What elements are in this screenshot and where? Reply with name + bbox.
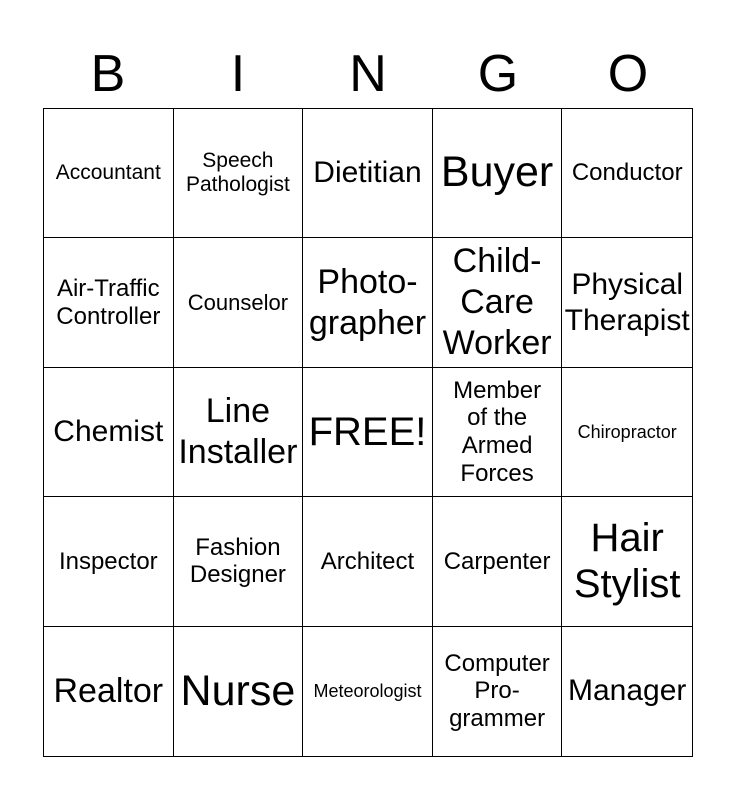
bingo-cell[interactable]	[44, 109, 174, 238]
bingo-board	[43, 108, 693, 757]
bingo-cell[interactable]	[303, 627, 433, 756]
bingo-cell[interactable]	[303, 109, 433, 238]
header-letter-o: O	[607, 45, 649, 103]
cell-label: Inspector	[58, 547, 158, 575]
cell-label: Line Installer	[178, 392, 298, 471]
cell-label: Fashion Designer	[189, 533, 286, 589]
header-letter-i: I	[230, 45, 246, 103]
cell-label: Meteorologist	[313, 680, 422, 701]
bingo-cell[interactable]	[174, 238, 304, 367]
cell-label: Conductor	[571, 159, 683, 187]
bingo-cell[interactable]	[562, 109, 692, 238]
bingo-cell[interactable]	[433, 627, 563, 756]
cell-label: Photo- grapher	[308, 262, 427, 342]
bingo-cell[interactable]	[44, 497, 174, 626]
cell-label: Member of the Armed Forces	[453, 376, 542, 487]
bingo-cell[interactable]	[562, 368, 692, 497]
bingo-cell[interactable]	[433, 238, 563, 367]
bingo-cell[interactable]	[44, 238, 174, 367]
header-letter-b: B	[90, 45, 126, 103]
cell-label: Architect	[320, 547, 415, 575]
cell-label: Realtor	[53, 671, 164, 710]
bingo-cell[interactable]	[174, 109, 304, 238]
cell-label: Computer Pro- grammer	[444, 649, 550, 733]
free-space-cell[interactable]	[303, 368, 433, 497]
bingo-cell[interactable]	[303, 238, 433, 367]
cell-label: Manager	[567, 674, 687, 708]
cell-label: Buyer	[440, 148, 554, 197]
bingo-cell[interactable]	[174, 368, 304, 497]
bingo-cell[interactable]	[433, 497, 563, 626]
cell-label: Chiropractor	[577, 421, 677, 442]
cell-label: Speech Pathologist	[185, 149, 290, 197]
bingo-cell[interactable]	[303, 497, 433, 626]
free-space-label: FREE!	[308, 409, 427, 454]
cell-label: Air-Traffic Controller	[56, 275, 161, 330]
header-letter-n: N	[349, 45, 387, 103]
bingo-cell[interactable]	[174, 497, 304, 626]
cell-label: Counselor	[187, 289, 289, 315]
cell-label: Carpenter	[443, 547, 551, 575]
cell-label: Hair Stylist	[573, 516, 681, 607]
bingo-cell[interactable]	[44, 368, 174, 497]
bingo-cell[interactable]	[433, 109, 563, 238]
bingo-cell[interactable]	[562, 497, 692, 626]
bingo-cell[interactable]	[44, 627, 174, 756]
cell-label: Dietitian	[313, 156, 422, 190]
cell-label: Nurse	[180, 666, 296, 715]
cell-label: Chemist	[53, 414, 164, 448]
cell-label: Physical Therapist	[564, 267, 690, 337]
cell-label: Child- Care Worker	[442, 242, 552, 362]
header-letter-g: G	[477, 45, 519, 103]
bingo-cell[interactable]	[562, 238, 692, 367]
bingo-cell[interactable]	[562, 627, 692, 756]
bingo-header	[43, 40, 693, 108]
bingo-cell[interactable]	[433, 368, 563, 497]
cell-label: Accountant	[55, 161, 161, 185]
bingo-cell[interactable]	[174, 627, 304, 756]
